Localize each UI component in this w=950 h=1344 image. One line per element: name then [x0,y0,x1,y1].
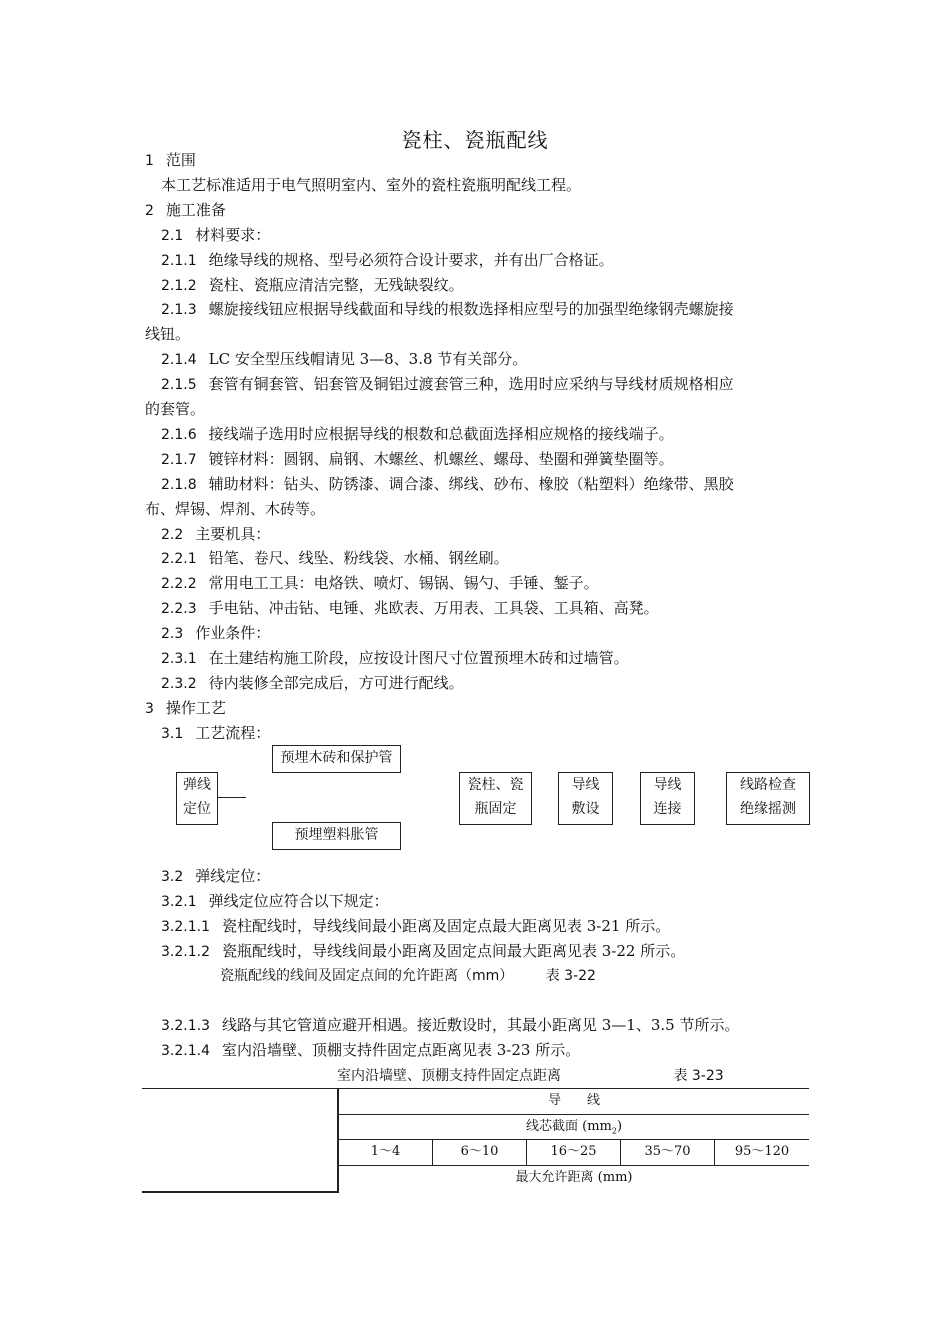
flow-box-check [726,772,810,825]
table-footer: 最大允许距离 (mm) [515,1170,633,1185]
section-number: 3.2.1 [161,893,197,910]
section-number: 2.1.4 [161,352,197,369]
text-line [161,571,831,597]
table-22-caption [220,964,890,989]
flow-box-fix [459,772,532,825]
section-number: 2.3.1 [161,651,197,667]
line-text: 待内装修全部完成后，方可进行配线。 [208,673,464,692]
text-line [161,1038,831,1064]
flow-label: 定位 [183,801,211,817]
line-text: 本工艺标准适用于电气照明室内、室外的瓷柱瓷瓶明配线工程。 [161,175,582,194]
section-number: 2.2.2 [161,576,197,593]
flow-box-start [176,772,218,825]
section-number: 2 [145,202,154,219]
header-end: ) [616,1119,623,1134]
text-line [161,914,831,940]
text-line [161,347,831,373]
text-line [145,397,815,422]
text-line [161,447,831,473]
line-text: 瓷瓶配线时，导线线间最小距离及固定点间最大距离见表 3-22 所示。 [221,941,686,960]
flow-box-embed-plastic [272,822,401,850]
flow-connector [218,797,246,798]
text-line [145,497,815,522]
line-text: 布、焊锡、焊剂、木砖等。 [145,499,326,518]
text-line [161,372,831,398]
line-text: 弹线定位： [195,867,271,885]
text-line [161,422,831,448]
line-text: 的套管。 [145,400,206,418]
line-text: 手电钻、冲击钻、电锤、兆欧表、万用表、工具袋、工具箱、高凳。 [208,599,659,618]
section-number: 2.2 [161,526,184,543]
flow-label: 导线 [653,777,682,793]
section-number: 2.1.3 [161,302,197,319]
text-line [161,273,831,299]
table-23-caption [337,1064,950,1089]
text-line [145,322,815,347]
flow-label: 绝缘摇测 [740,801,796,817]
text-line [161,546,831,572]
line-text: 施工准备 [165,200,226,219]
text-line [161,223,831,249]
section-number: 2.1.2 [161,277,197,294]
section-number: 3.2.1.3 [161,1018,210,1034]
line-text: 螺旋接线钮应根据导线截面和导线的根数选择相应型号的加强型绝缘钢壳螺旋接 [208,300,734,319]
caption-label: 表 3-22 [545,968,596,984]
section-number: 2.1.7 [161,451,197,468]
section-number: 3.1 [161,725,184,742]
line-text: 瓷柱配线时，导线线间最小距离及固定点最大距离见表 3-21 所示。 [221,916,671,935]
flow-label: 导线 [571,777,600,793]
text-line [161,596,831,622]
text-line [161,297,831,323]
text-line [145,696,815,722]
text-line [145,148,815,174]
line-text: 线钮。 [145,325,191,344]
text-line [161,522,831,548]
section-number: 2.3.2 [161,675,197,692]
table-rule [142,1191,339,1193]
table-col: 35～70 [644,1144,691,1159]
section-number: 3 [145,700,154,717]
table-header-wire: 导 线 [547,1093,600,1108]
line-text: 接线端子选用时应根据导线的根数和总截面选择相应规格的接线端子。 [208,424,674,443]
flow-label: 瓷柱、瓷 [467,777,524,793]
caption-text: 室内沿墙壁、顶棚支持件固定点距离 [337,1068,561,1084]
flow-label: 瓶固定 [474,801,517,817]
section-number: 2.1.5 [161,377,197,394]
table-col: 1～4 [370,1144,401,1159]
line-text: 镀锌材料：圆钢、扁钢、木螺丝、机螺丝、螺母、垫圈和弹簧垫圈等。 [208,449,674,468]
line-text: 范围 [165,151,196,169]
caption-text: 瓷瓶配线的线间及固定点间的允许距离（mm） [220,968,514,984]
table-col: 6～10 [460,1144,499,1159]
flow-box-connect [640,772,695,825]
text-line [161,889,831,915]
flow-label: 线路检查 [740,777,796,793]
flow-label: 弹线 [183,777,211,793]
line-text: LC 安全型压线帽请见 3—8、3.8 节有关部分。 [208,350,528,369]
line-text: 线路与其它管道应避开相遇。接近敷设时，其最小距离见 3—1、3.5 节所示。 [221,1016,740,1034]
line-text: 在土建结构施工阶段，应按设计图尺寸位置预埋木砖和过墙管。 [208,649,629,667]
section-number: 2.2.3 [161,601,197,618]
table-col: 16～25 [550,1144,597,1159]
line-text: 瓷柱、瓷瓶应清洁完整，无残缺裂纹。 [208,275,464,294]
flow-label: 敷设 [571,801,600,817]
page-title: 瓷柱、瓷瓶配线 [401,128,549,152]
flow-label: 连接 [653,801,682,817]
text-line [161,939,831,965]
header-sub: 2 [611,1126,617,1136]
line-text: 弹线定位应符合以下规定： [208,891,389,910]
line-text: 绝缘导线的规格、型号必须符合设计要求，并有出厂合格证。 [208,250,614,269]
flow-box-embed-wood [272,745,401,773]
flow-label: 预埋木砖和保护管 [280,750,393,766]
line-text: 常用电工工具：电烙铁、喷灯、锡锅、锡勺、手锤、錾子。 [208,574,599,593]
section-number: 3.2.1.4 [161,1042,210,1059]
text-line [145,198,815,224]
text-line [161,248,831,274]
section-number: 2.1.8 [161,476,197,493]
header-text: 线芯截面 (mm [525,1119,612,1134]
section-number: 2.2.1 [161,551,197,568]
line-text: 材料要求： [195,225,271,244]
line-text: 辅助材料：钻头、防锈漆、调合漆、绑线、砂布、橡胶（粘塑料）绝缘带、黑胶 [208,474,734,493]
section-number: 3.2.1.1 [161,918,210,935]
line-text: 操作工艺 [165,698,226,717]
caption-label: 表 3-23 [673,1068,724,1084]
section-number: 2.1.6 [161,426,197,443]
line-text: 套管有铜套管、铝套管及铜铝过渡套管三种，选用时应采纳与导线材质规格相应 [208,375,734,394]
text-line [161,173,831,198]
table-col: 95～120 [734,1144,790,1159]
text-line [161,671,831,697]
line-text: 室内沿墙壁、顶棚支持件固定点距离见表 3-23 所示。 [221,1040,581,1059]
text-line [161,621,831,647]
text-line [161,646,831,672]
text-line [161,864,831,890]
line-text: 主要机具： [195,524,271,543]
text-line [161,472,831,498]
text-line [161,721,831,747]
section-number: 2.1.1 [161,252,197,269]
line-text: 铅笔、卷尺、线坠、粉线袋、水桶、钢丝刷。 [208,549,509,568]
line-text: 作业条件： [195,624,271,643]
section-number: 3.2.1.2 [161,943,210,960]
section-number: 2.1 [161,227,184,244]
line-text: 工艺流程： [195,723,271,742]
section-number: 2.3 [161,626,184,643]
section-number: 3.2 [161,869,184,885]
section-number: 1 [145,153,154,169]
flow-label: 预埋塑料胀管 [294,827,379,843]
text-line [161,1013,831,1039]
flow-box-lay [558,772,613,825]
